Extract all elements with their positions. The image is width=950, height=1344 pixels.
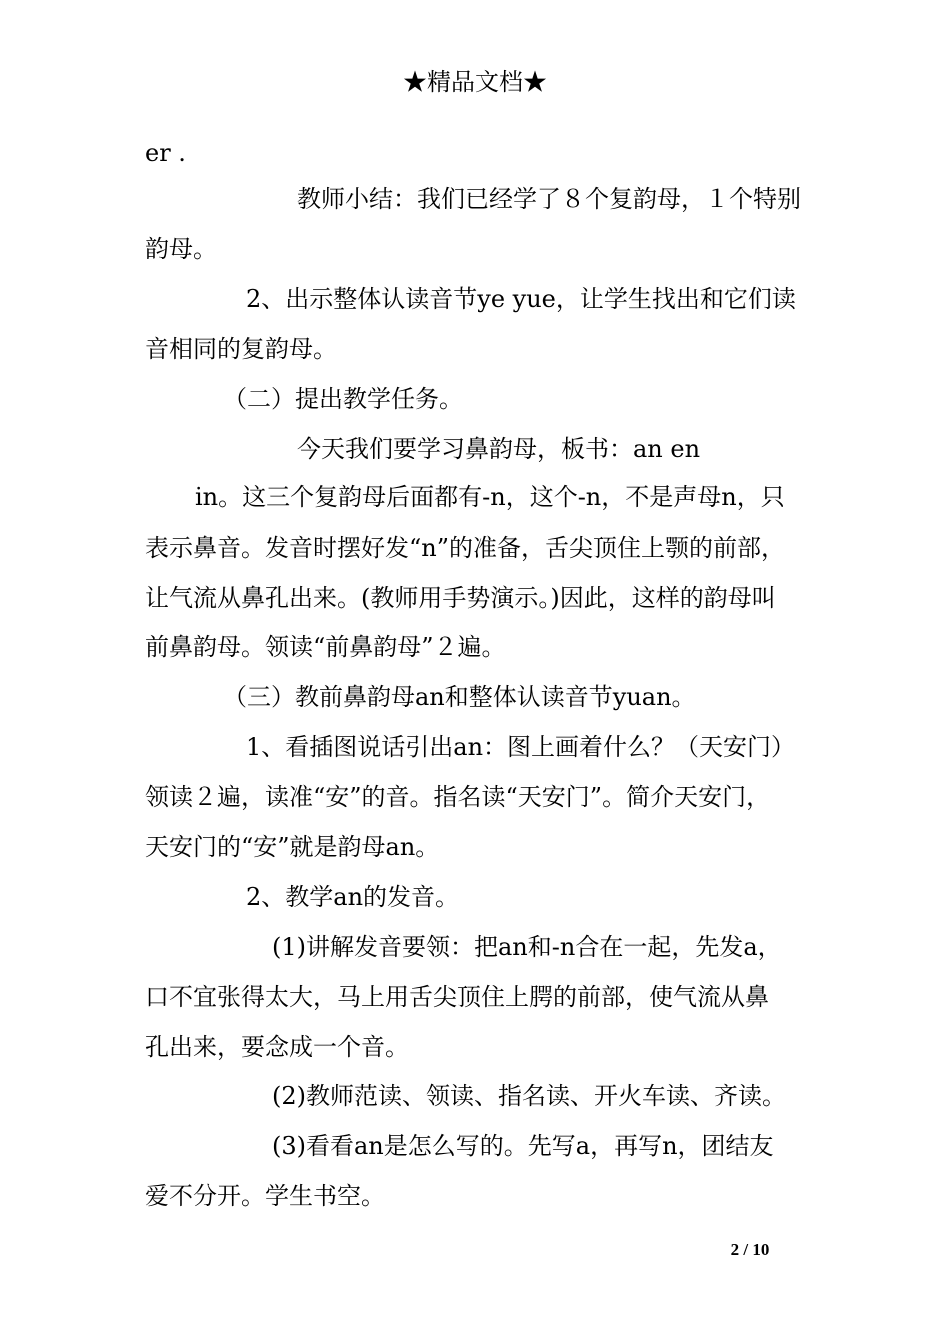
text-line: 音相同的复韵母。 [145,335,337,363]
text-line: 表示鼻音。发音时摆好发“n”的准备，舌尖顶住上颚的前部， [145,534,785,562]
text-line: 今天我们要学习鼻韵母，板书：an en [297,435,701,463]
text-line: (2)教师范读、领读、指名读、开火车读、齐读。 [272,1082,786,1110]
text-line: 领读２遍，读准“安”的音。指名读“天安门”。简介天安门， [145,783,771,811]
text-line: er . [145,139,186,167]
text-line: (3)看看an是怎么写的。先写a，再写n，团结友 [272,1132,774,1160]
page-header-title: ★精品文档★ [403,68,547,96]
text-line: 爱不分开。学生书空。 [145,1182,385,1210]
text-line: (1)讲解发音要领：把an和-n合在一起，先发a， [272,933,782,961]
text-line: 2、教学an的发音。 [246,883,460,911]
text-line: 韵母。 [145,235,217,263]
text-line: 孔出来，要念成一个音。 [145,1033,409,1061]
text-line: 让气流从鼻孔出来。(教师用手势演示。)因此，这样的韵母叫 [145,584,776,612]
text-line: （三）教前鼻韵母an和整体认读音节yuan。 [223,683,696,711]
text-line: 前鼻韵母。领读“前鼻韵母”２遍。 [145,633,506,661]
text-line: 口不宜张得太大，马上用舌尖顶住上腭的前部，使气流从鼻 [145,983,769,1011]
text-line: 2、出示整体认读音节ye yue，让学生找出和它们读 [246,285,796,313]
text-line: 天安门的“安”就是韵母an。 [145,833,440,861]
text-line: 教师小结：我们已经学了８个复韵母，１个特别 [297,185,801,213]
page-number: 2 / 10 [730,1240,770,1259]
text-line: in。这三个复韵母后面都有-n，这个-n，不是声母n，只 [195,483,785,511]
text-line: 1、看插图说话引出an：图上画着什么？（天安门） [246,733,796,761]
text-line: （二）提出教学任务。 [223,385,463,413]
